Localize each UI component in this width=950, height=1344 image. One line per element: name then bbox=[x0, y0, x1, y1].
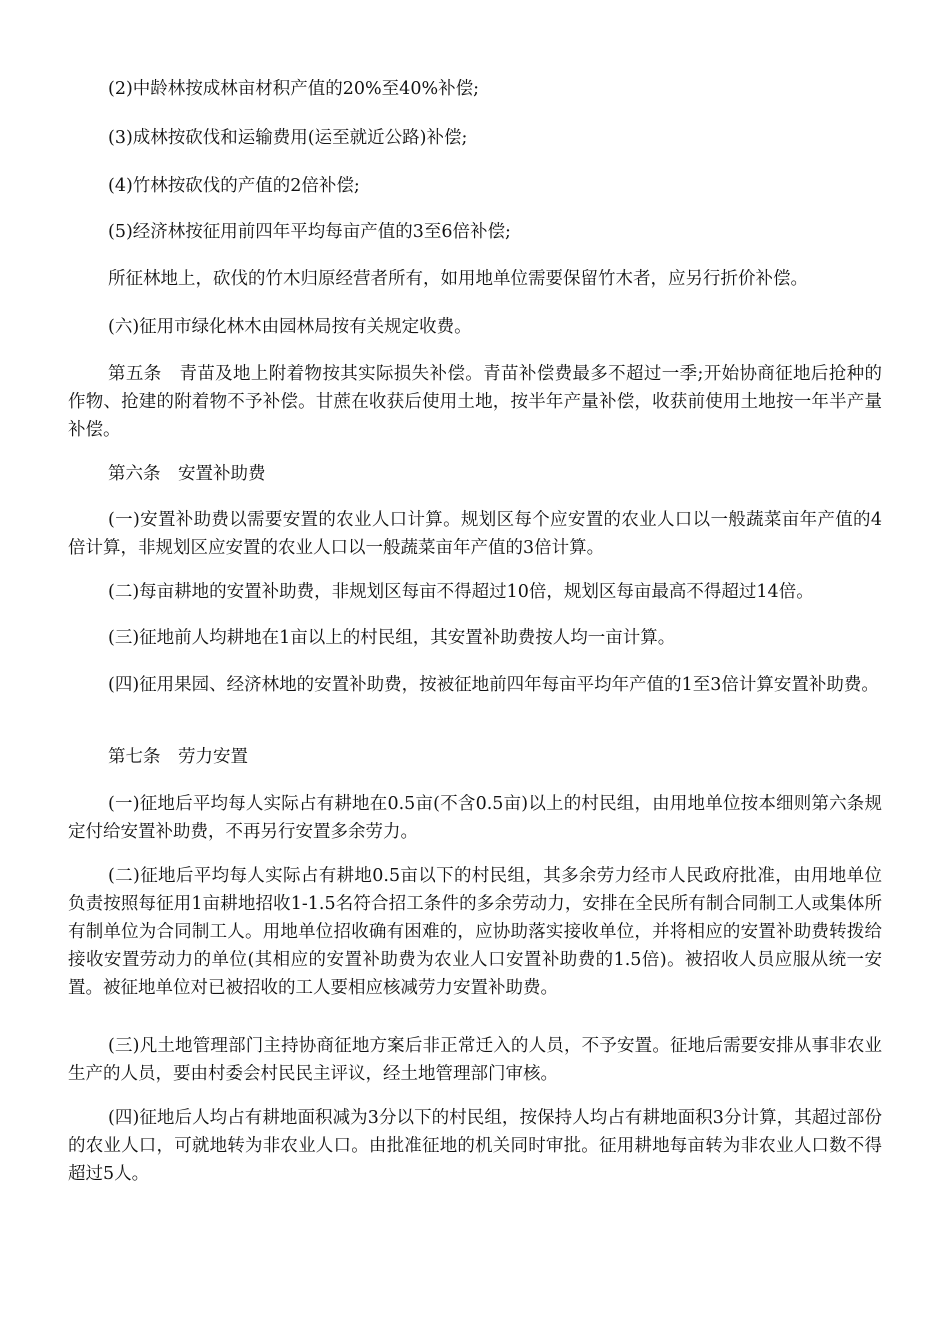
article-5: 第五条 青苗及地上附着物按其实际损失补偿。青苗补偿费最多不超过一季;开始协商征地后抢种的作物、抢建的附着物不予补偿。甘蔗在收获后使用土地，按半年产量补偿，收获前使用土地按一年半产量补偿。 bbox=[68, 364, 882, 440]
paragraph-5: 所征林地上，砍伐的竹木归原经营者所有，如用地单位需要保留竹木者，应另行折价补偿。 bbox=[108, 269, 808, 289]
paragraph-6: (六)征用市绿化林木由园林局按有关规定收费。 bbox=[108, 317, 472, 337]
paragraph-4: (5)经济林按征用前四年平均每亩产值的3至6倍补偿; bbox=[108, 222, 511, 242]
article-7-heading: 第七条 劳力安置 bbox=[108, 747, 248, 767]
paragraph-2: (3)成林按砍伐和运输费用(运至就近公路)补偿; bbox=[108, 128, 468, 148]
paragraph-11: (四)征用果园、经济林地的安置补助费，按被征地前四年每亩平均年产值的1至3倍计算安置补助费。 bbox=[108, 675, 879, 695]
paragraph-13: (一)征地后平均每人实际占有耕地在0.5亩(不含0.5亩)以上的村民组，由用地单位按本细则第六条规定付给安置补助费，不再另行安置多余劳力。 bbox=[68, 794, 882, 842]
article-6-heading: 第六条 安置补助费 bbox=[108, 464, 266, 484]
paragraph-16: (四)征地后人均占有耕地面积减为3分以下的村民组，按保持人均占有耕地面积3分计算，其超过部份的农业人口，可就地转为非农业人口。由批准征地的机关同时审批。征用耕地每亩转为非农业人口数不得超过5人。 bbox=[68, 1108, 882, 1184]
paragraph-10: (三)征地前人均耕地在1亩以上的村民组，其安置补助费按人均一亩计算。 bbox=[108, 628, 676, 648]
paragraph-1: (2)中龄林按成林亩材积产值的20%至40%补偿; bbox=[108, 79, 479, 99]
paragraph-15: (三)凡土地管理部门主持协商征地方案后非正常迁入的人员，不予安置。征地后需要安排从事非农业生产的人员，要由村委会村民民主评议，经土地管理部门审核。 bbox=[68, 1036, 882, 1084]
paragraph-14: (二)征地后平均每人实际占有耕地0.5亩以下的村民组，其多余劳力经市人民政府批准，由用地单位负责按照每征用1亩耕地招收1-1.5名符合招工条件的多余劳动力，安排在全民所有制合同制工人或集体所有制单位为合同制工人。用地单位招收确有困难的，应协助落实接收单位，并将相应的安置补助费转拨给接收安置劳动力的单位(其相应的安置补助费为农业人口安置补助费的1.5倍)。被招收人员应服从统一安置。被征地单位对已被招收的工人要相应核减劳力安置补助费。 bbox=[68, 866, 882, 998]
paragraph-8: (一)安置补助费以需要安置的农业人口计算。规划区每个应安置的农业人口以一般蔬菜亩年产值的4倍计算，非规划区应安置的农业人口以一般蔬菜亩年产值的3倍计算。 bbox=[68, 510, 882, 558]
paragraph-3: (4)竹林按砍伐的产值的2倍补偿; bbox=[108, 176, 360, 196]
paragraph-9: (二)每亩耕地的安置补助费，非规划区每亩不得超过10倍，规划区每亩最高不得超过14倍。 bbox=[108, 582, 814, 602]
